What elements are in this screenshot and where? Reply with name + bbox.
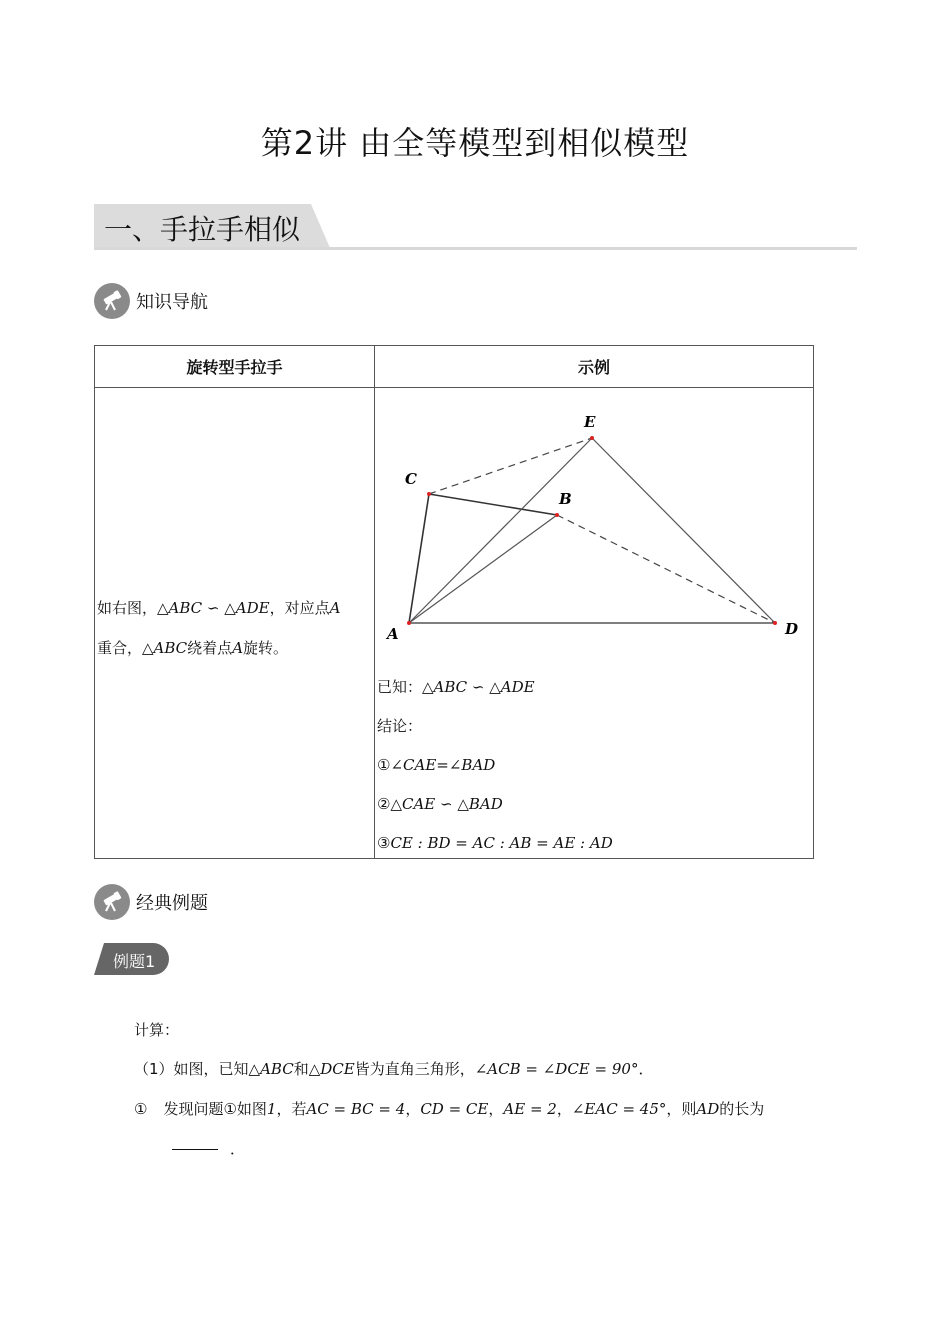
page-title: 第2讲 由全等模型到相似模型 — [260, 124, 690, 162]
telescope-icon — [94, 283, 130, 319]
text-run: ，若 — [276, 1100, 307, 1118]
math-run: △CAE ∽ △BAD — [390, 795, 503, 813]
math-run: AD — [696, 1100, 720, 1118]
text-run: ③ — [377, 834, 391, 852]
text-run: 的长为 — [719, 1100, 765, 1118]
math-run: △DCE — [308, 1060, 355, 1078]
math-run: AE = 2 — [503, 1100, 557, 1118]
text-run: ． — [230, 1140, 246, 1158]
geometry-figure — [375, 388, 814, 658]
text-run: ，对应点 — [269, 599, 330, 617]
math-run: CE : BD = AC : AB = AE : AD — [390, 834, 613, 852]
segment-ac — [409, 494, 429, 623]
text-run: ① — [377, 756, 391, 774]
text-run: 皆为直角三角形， — [354, 1060, 475, 1078]
conclusion-3 — [377, 824, 613, 863]
description-text — [97, 588, 373, 668]
math-run: A — [329, 599, 341, 617]
answer-blank[interactable] — [172, 1149, 218, 1150]
text-run: （1）如图，已知 — [134, 1060, 249, 1078]
description-line-2 — [97, 628, 373, 668]
problem-intro: 计算： — [134, 1021, 180, 1039]
label-b: B — [559, 490, 572, 508]
label-c: C — [405, 470, 417, 488]
text-run: ， — [488, 1100, 504, 1118]
segment-ce-dashed — [429, 438, 592, 494]
text-run: 和 — [293, 1060, 309, 1078]
text-run: 旋转。 — [243, 639, 289, 657]
knowledge-table — [94, 345, 814, 859]
text-run: ， — [405, 1100, 421, 1118]
section-header — [94, 204, 857, 250]
knowledge-nav-heading — [94, 283, 208, 319]
description-line-1 — [97, 588, 373, 628]
answer-line — [172, 1138, 245, 1159]
segment-cb — [429, 494, 557, 515]
text-run: 如右图， — [97, 599, 158, 617]
table-header-rotation: 旋转型手拉手 — [95, 346, 375, 388]
classic-examples-heading — [94, 884, 208, 920]
point-b — [555, 513, 559, 517]
text-run: ② — [377, 795, 391, 813]
math-run: 1 — [266, 1100, 277, 1118]
label-a: A — [387, 625, 399, 643]
text-run: ， — [556, 1100, 572, 1118]
conclusion-1 — [377, 746, 613, 785]
section-title: 一、手拉手相似 — [104, 213, 301, 246]
segment-ab — [409, 515, 557, 623]
table-header-example: 示例 — [375, 346, 814, 388]
problem-part-1 — [134, 1058, 653, 1079]
point-a — [407, 621, 411, 625]
math-run: △ABC — [142, 639, 188, 657]
segment-ed — [592, 438, 775, 623]
math-run: ∠EAC = 45° — [571, 1100, 667, 1118]
question-1 — [134, 1098, 764, 1119]
classic-examples-label: 经典例题 — [136, 893, 208, 914]
text-run: 重合， — [97, 639, 143, 657]
point-d — [773, 621, 777, 625]
knowledge-nav-label: 知识导航 — [136, 292, 208, 313]
text-run: ． — [638, 1060, 654, 1078]
text-run: ，则 — [666, 1100, 697, 1118]
math-run: △ABC ∽ △ADE — [422, 678, 535, 696]
math-run: ∠CAE=∠BAD — [390, 756, 496, 774]
math-run: CD = CE — [420, 1100, 489, 1118]
question-number: ① — [134, 1100, 148, 1118]
example-text — [377, 668, 613, 863]
text-run: 发现问题①如图 — [163, 1100, 267, 1118]
text-run: 已知： — [377, 678, 423, 696]
math-run: △ABC ∽ △ADE — [157, 599, 270, 617]
table-cell-description — [95, 388, 375, 859]
segment-ae — [409, 438, 592, 623]
math-run: AC = BC = 4 — [306, 1100, 406, 1118]
example-tag — [94, 943, 169, 975]
segment-bd-dashed — [557, 515, 775, 623]
text-run: 绕着点 — [187, 639, 233, 657]
math-run: ∠ACB = ∠DCE = 90° — [474, 1060, 639, 1078]
example-tag-label: 例题1 — [113, 952, 156, 971]
known-line — [377, 668, 613, 707]
label-e: E — [584, 413, 596, 431]
conclusion-label: 结论： — [377, 717, 423, 735]
label-d: D — [785, 620, 799, 638]
point-c — [427, 492, 431, 496]
math-run: A — [232, 639, 244, 657]
math-run: △ABC — [248, 1060, 294, 1078]
point-e — [590, 436, 594, 440]
table-cell-example — [375, 388, 814, 859]
telescope-icon — [94, 884, 130, 920]
conclusion-2 — [377, 785, 613, 824]
